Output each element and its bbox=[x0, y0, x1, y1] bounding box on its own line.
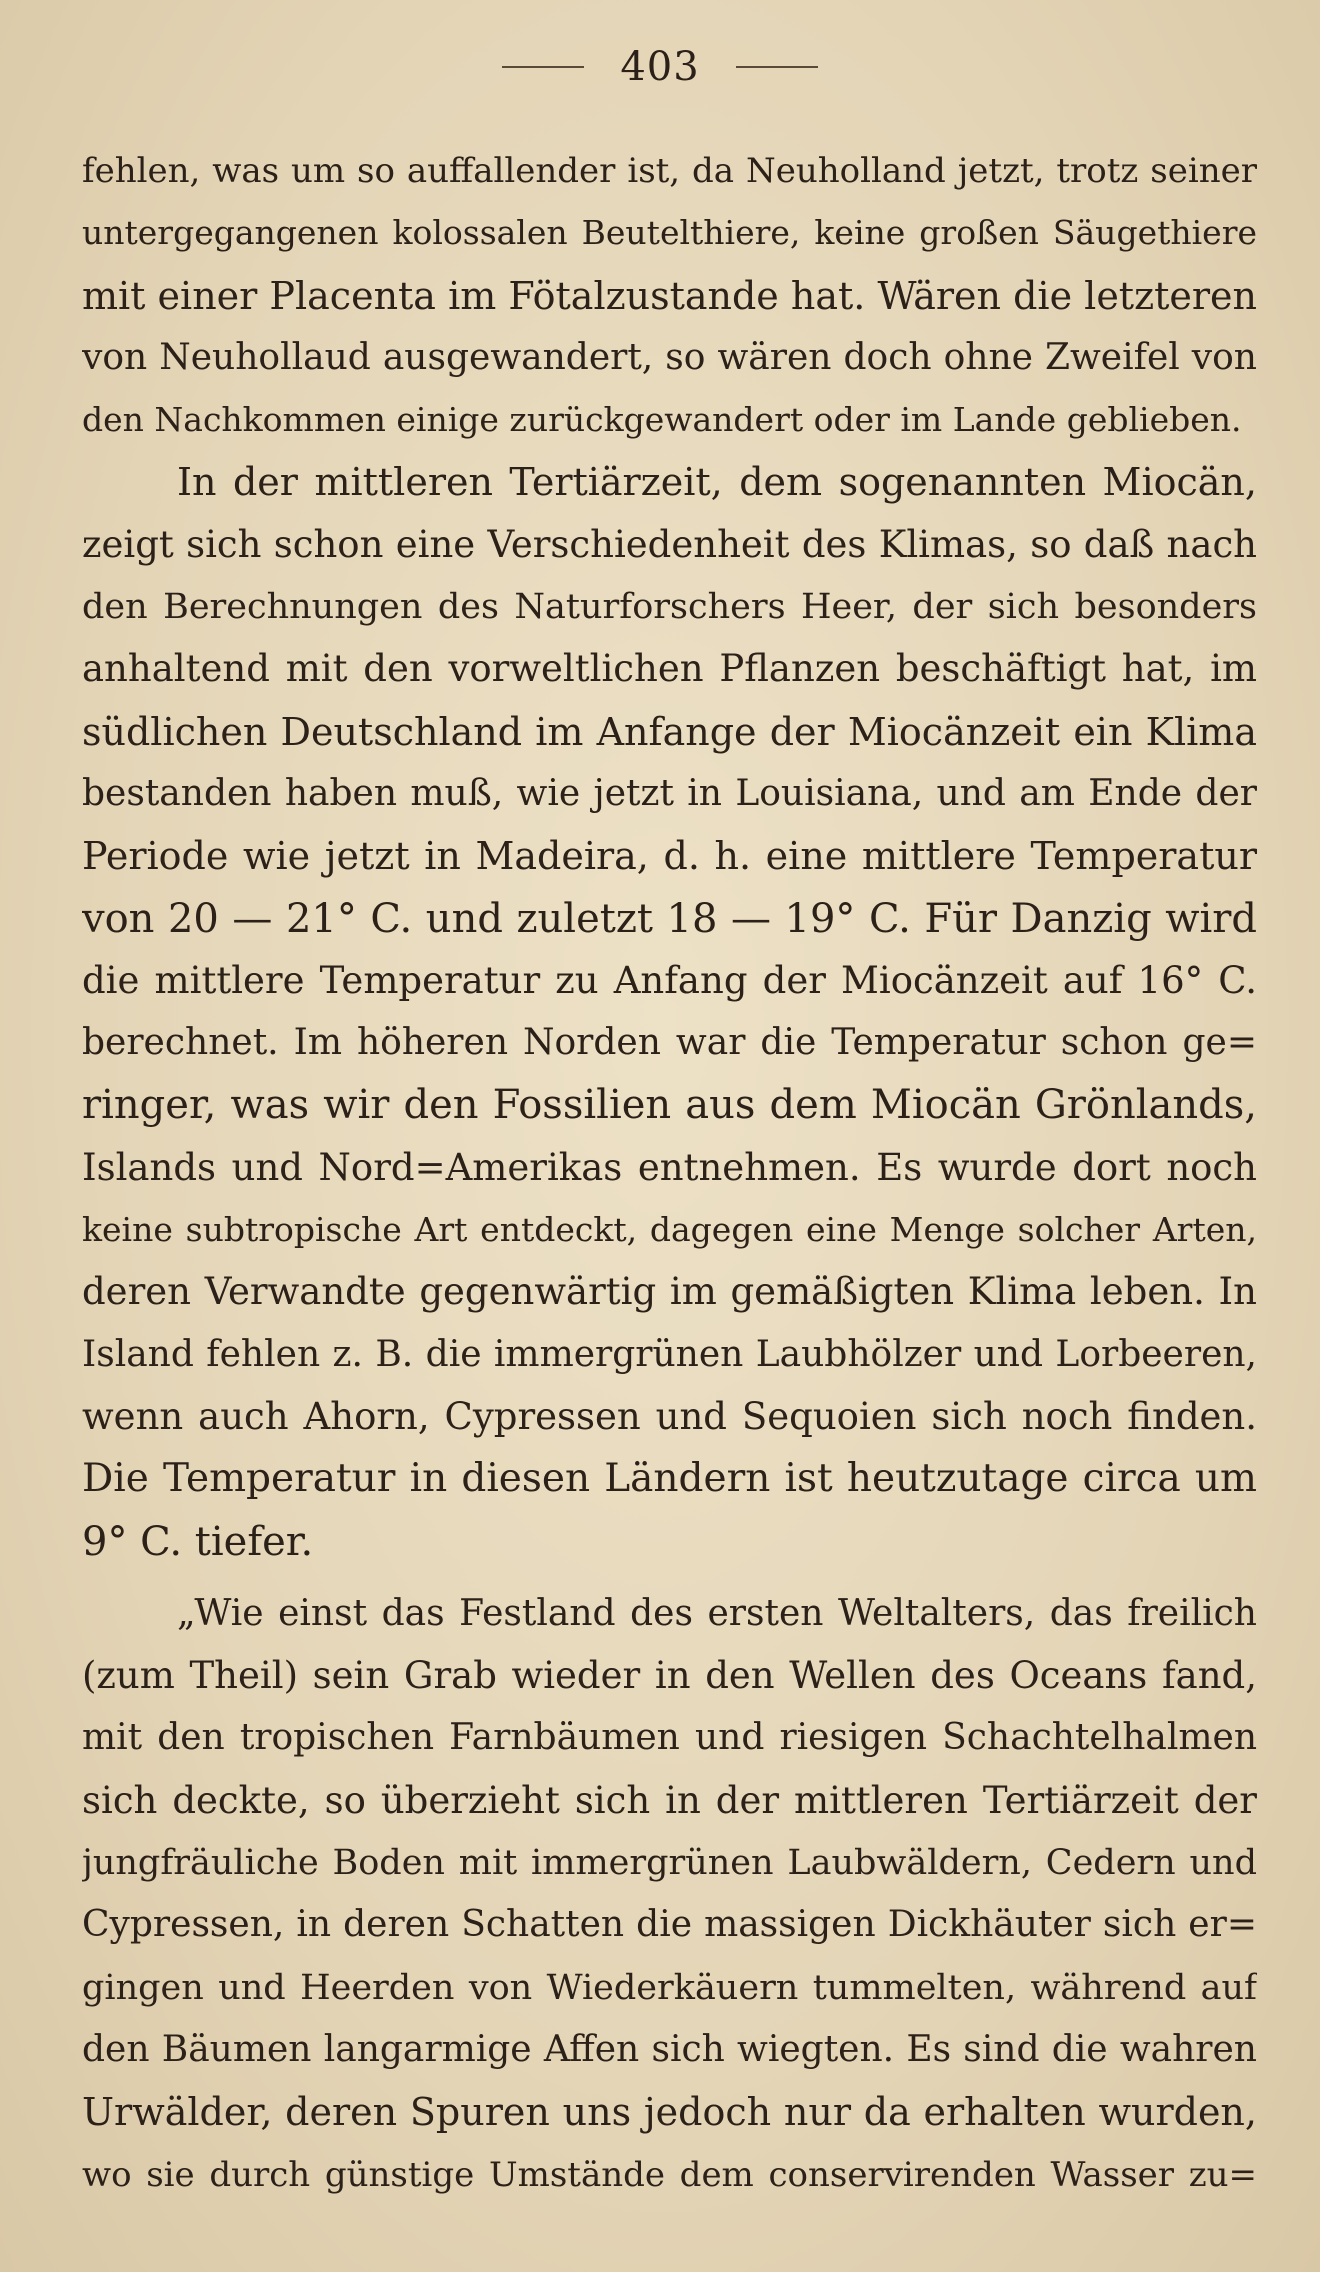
text-line: untergegangenen kolossalen Beutelthiere, keine großen Säugethiere bbox=[82, 213, 1257, 253]
text-line: gingen und Heerden von Wiederkäuern tummelten, während auf bbox=[82, 1967, 1257, 2008]
text-line: von 20 — 21° C. und zuletzt 18 — 19° C. Für Danzig wird bbox=[82, 895, 1257, 942]
text-line: mit einer Placenta im Fötalzustande hat. Wären die letzteren bbox=[82, 273, 1257, 318]
text-line: keine subtropische Art entdeckt, dagegen eine Menge solcher Arten, bbox=[82, 1210, 1257, 1250]
text-line: den Berechnungen des Naturforschers Heer, der sich besonders bbox=[82, 587, 1257, 628]
body-text bbox=[82, 140, 1257, 2206]
text-line: fehlen, was um so auffallender ist, da Neuholland jetzt, trotz seiner bbox=[82, 151, 1257, 191]
text-line: anhaltend mit den vorweltlichen Pflanzen beschäftigt hat, im bbox=[82, 647, 1257, 691]
text-line: mit den tropischen Farnbäumen und riesigen Schachtelhalmen bbox=[82, 1717, 1257, 1759]
text-line: ringer, was wir den Fossilien aus dem Miocän Grönlands, bbox=[82, 1082, 1257, 1129]
text-line: Periode wie jetzt in Madeira, d. h. eine mittlere Temperatur bbox=[82, 834, 1257, 879]
text-line: wo sie durch günstige Umstände dem conservirenden Wasser zu= bbox=[82, 2154, 1257, 2195]
text-line: (zum Theil) sein Grab wieder in den Wellen des Oceans fand, bbox=[82, 1654, 1257, 1698]
page-number: 403 bbox=[620, 44, 700, 90]
text-line: In der mittleren Tertiärzeit, dem sogenannten Miocän, bbox=[177, 460, 1257, 505]
text-line: „Wie einst das Festland des ersten Weltalters, das freilich bbox=[177, 1592, 1257, 1634]
text-line: jungfräuliche Boden mit immergrünen Laubwäldern, Cedern und bbox=[82, 1843, 1257, 1884]
text-line: wenn auch Ahorn, Cypressen und Sequoien sich noch finden. bbox=[82, 1394, 1257, 1438]
text-line: den Bäumen langarmige Affen sich wiegten. Es sind die wahren bbox=[82, 2028, 1257, 2070]
header-rule-left bbox=[502, 66, 584, 68]
text-line: 9° C. tiefer. bbox=[82, 1518, 314, 1565]
text-line: die mittlere Temperatur zu Anfang der Miocänzeit auf 16° C. bbox=[82, 958, 1257, 1002]
text-line: Island fehlen z. B. die immergrünen Laubhölzer und Lorbeeren, bbox=[82, 1333, 1257, 1375]
text-line: von Neuhollaud ausgewandert, so wären doch ohne Zweifel von bbox=[82, 336, 1257, 378]
page-header bbox=[0, 44, 1320, 90]
header-rule-right bbox=[736, 66, 818, 68]
text-line: zeigt sich schon eine Verschiedenheit des Klimas, so daß nach bbox=[82, 522, 1257, 566]
text-line: Islands und Nord=Amerikas entnehmen. Es wurde dort noch bbox=[82, 1145, 1257, 1189]
text-line: berechnet. Im höheren Norden war die Temperatur schon ge= bbox=[82, 1022, 1257, 1064]
text-line: südlichen Deutschland im Anfange der Miocänzeit ein Klima bbox=[82, 709, 1257, 754]
text-line: bestanden haben muß, wie jetzt in Louisiana, und am Ende der bbox=[82, 772, 1257, 814]
text-line: Urwälder, deren Spuren uns jedoch nur da erhalten wurden, bbox=[82, 2090, 1257, 2135]
text-line: Die Temperatur in diesen Ländern ist heutzutage circa um bbox=[82, 1456, 1257, 1502]
text-line: deren Verwandte gegenwärtig im gemäßigten Klima leben. In bbox=[82, 1270, 1257, 1314]
text-line: sich deckte, so überzieht sich in der mittleren Tertiärzeit der bbox=[82, 1778, 1257, 1822]
text-line: Cypressen, in deren Schatten die massigen Dickhäuter sich er= bbox=[82, 1904, 1257, 1946]
text-line: den Nachkommen einige zurückgewandert oder im Lande geblieben. bbox=[82, 400, 1242, 440]
